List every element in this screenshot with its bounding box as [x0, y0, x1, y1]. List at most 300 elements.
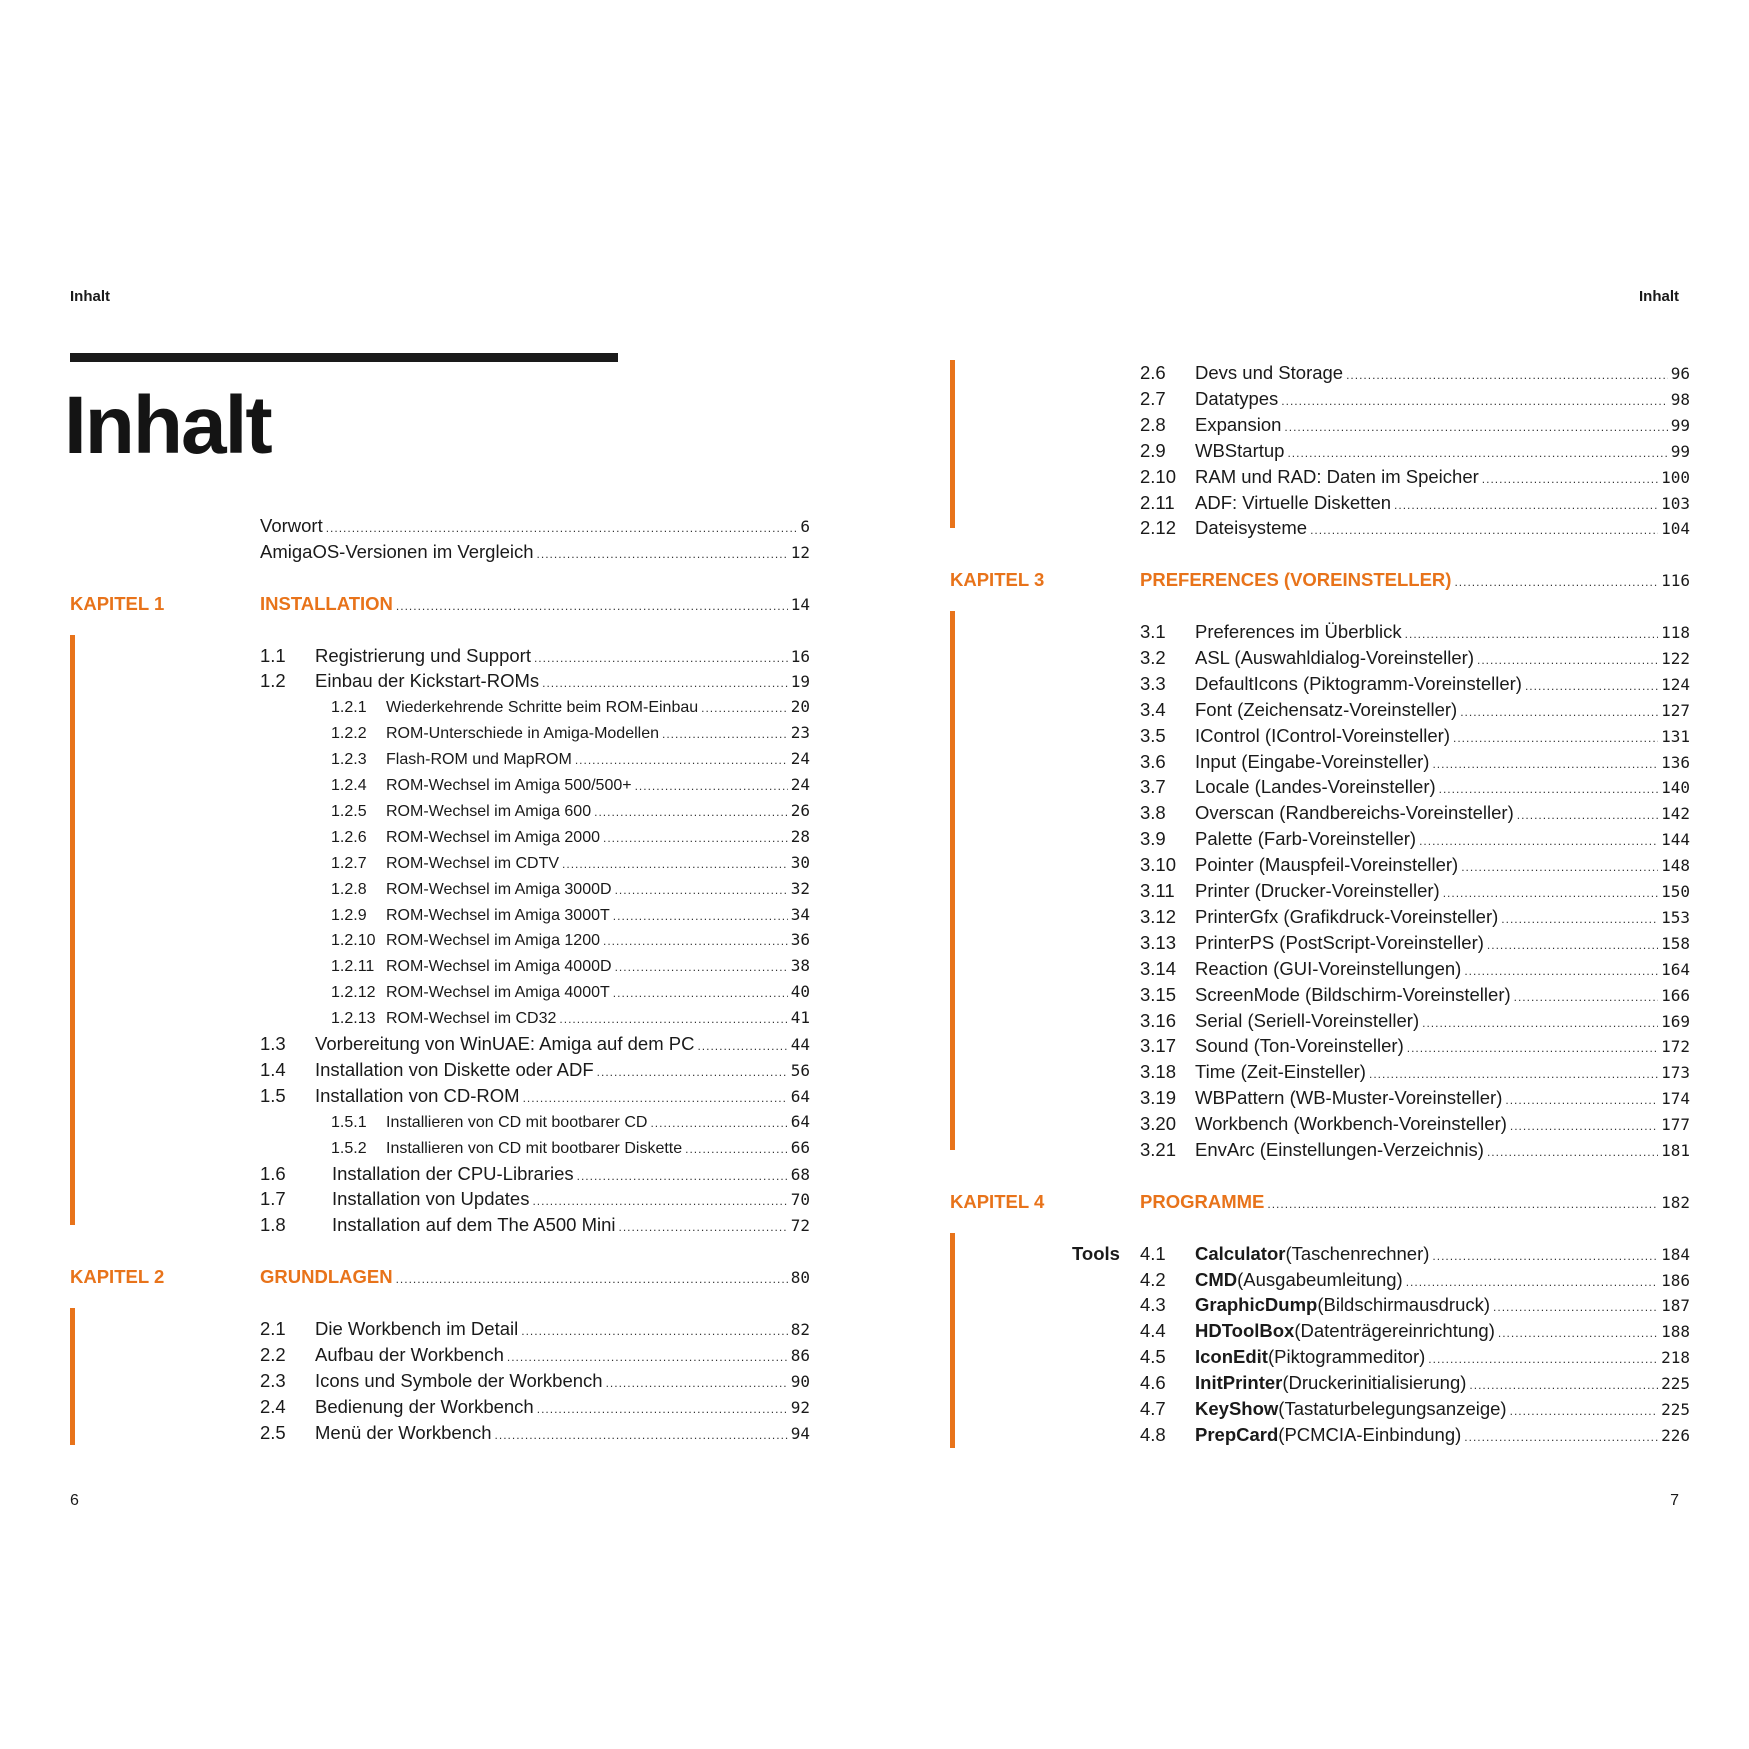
toc-entry-page: 26 — [790, 800, 810, 820]
toc-entry-page: 225 — [1661, 1400, 1690, 1419]
toc-dot-leader — [1310, 517, 1658, 543]
toc-entry-title: Locale (Landes-Voreinsteller) — [1195, 776, 1436, 798]
toc-entry[interactable] — [1140, 1111, 1690, 1137]
toc-dot-leader — [615, 954, 788, 980]
toc-entry-page: 34 — [790, 904, 810, 924]
toc-dot-leader — [1346, 362, 1668, 388]
toc-entry-title: EnvArc (Einstellungen-Verzeichnis) — [1195, 1139, 1484, 1160]
toc-entry-page: 70 — [790, 1190, 810, 1210]
toc-dot-leader — [613, 980, 788, 1006]
toc-entry-page: 144 — [1661, 830, 1690, 850]
toc-entry[interactable] — [1140, 697, 1690, 723]
toc-entry-number: 3.12 — [1140, 905, 1177, 927]
toc-entry-number: 2.5 — [260, 1421, 286, 1443]
toc-entry[interactable] — [331, 1135, 810, 1161]
toc-entry-page: 131 — [1661, 726, 1690, 746]
toc-entry-number: 4.6 — [1140, 1372, 1166, 1394]
toc-dot-leader — [326, 515, 798, 541]
toc-dot-leader — [542, 670, 788, 696]
toc-dot-leader — [701, 695, 788, 721]
toc-dot-leader — [1454, 569, 1658, 595]
toc-entry-page: 181 — [1661, 1141, 1690, 1160]
toc-entry[interactable] — [331, 1005, 810, 1031]
toc-entry-title: ScreenMode (Bildschirm-Voreinsteller) — [1195, 983, 1511, 1005]
toc-entry[interactable] — [331, 927, 810, 953]
toc-entry-title: Aufbau der Workbench — [315, 1343, 504, 1365]
toc-entry-number: 3.2 — [1140, 646, 1166, 668]
toc-entry[interactable] — [331, 720, 810, 746]
toc-entry-number: 1.2.12 — [331, 984, 376, 1002]
toc-entry-title: PrinterGfx (Grafikdruck-Voreinsteller) — [1195, 905, 1499, 927]
toc-entry[interactable] — [1140, 904, 1690, 930]
toc-entry-title: Installation von Updates — [332, 1188, 530, 1210]
toc-entry[interactable] — [331, 772, 810, 798]
toc-entry-number: 1.2 — [260, 670, 286, 692]
toc-entry-page: 68 — [790, 1164, 810, 1184]
toc-entry[interactable] — [1140, 826, 1690, 852]
toc-entry-page: 90 — [790, 1371, 810, 1391]
toc-dot-leader — [1284, 414, 1667, 440]
toc-entry-page: 19 — [790, 672, 810, 692]
toc-entry-page: 98 — [1670, 389, 1690, 409]
toc-entry-number: 4.3 — [1140, 1294, 1166, 1316]
toc-entry-number: 1.5.1 — [331, 1113, 367, 1131]
page-number-right: 7 — [1670, 1492, 1679, 1509]
toc-entry[interactable] — [1140, 982, 1690, 1008]
toc-entry[interactable] — [1140, 490, 1690, 516]
toc-entry-number: 3.11 — [1140, 880, 1175, 901]
toc-entry[interactable] — [260, 643, 810, 669]
toc-entry-title: Font (Zeichensatz-Voreinsteller) — [1195, 698, 1458, 720]
toc-dot-leader — [396, 1266, 788, 1292]
chapter-accent-bar — [950, 611, 955, 1150]
toc-entry-title: ROM-Wechsel im Amiga 2000 — [386, 828, 600, 846]
toc-entry-page: 82 — [790, 1319, 810, 1339]
toc-entry-number: 2.2 — [260, 1343, 286, 1365]
toc-program-name: KeyShow — [1195, 1398, 1279, 1419]
toc-entry[interactable] — [1140, 800, 1690, 826]
toc-dot-leader — [1469, 1372, 1658, 1398]
toc-entry-number: 3.13 — [1140, 931, 1177, 953]
toc-entry-page: 184 — [1661, 1244, 1690, 1264]
toc-dot-leader — [1461, 854, 1658, 880]
toc-entry-title: WBStartup — [1195, 439, 1285, 461]
toc-dot-leader — [537, 1396, 788, 1422]
toc-entry-number: 2.4 — [260, 1395, 286, 1417]
toc-entry-title: ROM-Wechsel im Amiga 4000T — [386, 984, 610, 1002]
section-side-label: Tools — [1072, 1242, 1120, 1264]
toc-entry-number: 1.3 — [260, 1033, 286, 1054]
toc-dot-leader — [1443, 880, 1658, 906]
toc-entry-title: GRUNDLAGEN — [260, 1266, 393, 1288]
toc-dot-leader — [507, 1344, 788, 1370]
toc-entry-title: Installieren von CD mit bootbarer Diskette — [386, 1139, 683, 1157]
toc-entry[interactable] — [260, 513, 810, 539]
toc-entry-title: Preferences im Überblick — [1195, 621, 1402, 642]
chapter-label: KAPITEL 3 — [950, 569, 1045, 591]
toc-entry-page: 225 — [1661, 1374, 1690, 1394]
toc-entry[interactable] — [331, 953, 810, 979]
toc-chapter-entry[interactable] — [1140, 1189, 1690, 1215]
toc-entry-number: 2.11 — [1140, 491, 1175, 513]
toc-entry-number: 4.1 — [1140, 1242, 1166, 1264]
toc-entry-title: Vorwort — [260, 515, 323, 536]
toc-entry-number: 1.2.8 — [331, 880, 367, 898]
toc-entry-page: 44 — [790, 1035, 810, 1054]
chapter-label: KAPITEL 4 — [950, 1190, 1045, 1212]
toc-dot-leader — [1267, 1191, 1658, 1217]
toc-entry[interactable] — [260, 1031, 810, 1057]
toc-entry-title: Reaction (GUI-Voreinstellungen) — [1195, 957, 1462, 979]
toc-entry[interactable] — [1140, 1422, 1690, 1448]
toc-entry-title: Einbau der Kickstart-ROMs — [315, 670, 540, 692]
toc-entry[interactable] — [1140, 386, 1690, 412]
toc-dot-leader — [1422, 1010, 1658, 1036]
toc-entry-number: 3.4 — [1140, 698, 1166, 720]
toc-entry[interactable] — [1140, 878, 1690, 904]
toc-entry[interactable] — [1140, 619, 1690, 645]
toc-entry-title: Serial (Seriell-Voreinsteller) — [1195, 1009, 1420, 1031]
toc-program-name: CMD — [1195, 1268, 1238, 1290]
toc-entry[interactable] — [260, 1212, 810, 1238]
toc-entry-number: 1.2.11 — [331, 958, 375, 976]
toc-entry[interactable] — [331, 746, 810, 772]
toc-entry-title: Expansion — [1195, 413, 1282, 435]
toc-entry-page: 218 — [1661, 1348, 1690, 1368]
toc-entry[interactable] — [1140, 464, 1690, 490]
toc-entry-title: Sound (Ton-Voreinsteller) — [1195, 1035, 1404, 1057]
toc-entry[interactable] — [1140, 1059, 1690, 1085]
toc-entry-title: ROM-Wechsel im Amiga 3000D — [386, 880, 612, 898]
toc-entry[interactable] — [260, 1186, 810, 1212]
toc-entry-page: 173 — [1661, 1063, 1690, 1083]
toc-dot-leader — [606, 1370, 788, 1396]
toc-entry[interactable] — [1140, 1137, 1690, 1163]
toc-entry-page: 118 — [1661, 623, 1690, 642]
toc-dot-leader — [662, 721, 788, 747]
toc-entry-page: 80 — [790, 1268, 810, 1288]
toc-entry[interactable] — [331, 979, 810, 1005]
toc-chapter-entry[interactable] — [260, 1264, 810, 1290]
toc-entry[interactable] — [1140, 852, 1690, 878]
toc-entry-number: 1.2.4 — [331, 777, 367, 794]
toc-entry[interactable] — [1140, 438, 1690, 464]
toc-dot-leader — [532, 1188, 787, 1214]
toc-entry[interactable] — [331, 1109, 810, 1135]
toc-entry[interactable] — [1140, 1396, 1690, 1422]
toc-entry[interactable] — [331, 824, 810, 850]
toc-dot-leader — [1453, 725, 1658, 751]
toc-entry-title: Wiederkehrende Schritte beim ROM-Einbau — [386, 699, 699, 717]
toc-entry-number: 1.2.6 — [331, 828, 367, 846]
toc-dot-leader — [603, 825, 788, 851]
toc-entry-title: ROM-Wechsel im Amiga 4000D — [386, 958, 612, 976]
toc-entry-title: Bedienung der Workbench — [315, 1395, 534, 1417]
toc-entry[interactable] — [331, 798, 810, 824]
toc-entry-page: 72 — [790, 1216, 810, 1236]
toc-entry-number: 2.9 — [1140, 439, 1166, 461]
toc-entry-page: 36 — [790, 930, 810, 950]
toc-entry-number: 3.1 — [1140, 621, 1166, 642]
toc-entry[interactable] — [331, 902, 810, 928]
toc-entry[interactable] — [331, 850, 810, 876]
toc-entry-number: 3.5 — [1140, 724, 1166, 746]
toc-entry-number: 4.4 — [1140, 1320, 1166, 1342]
toc-entry-page: 186 — [1661, 1270, 1690, 1290]
toc-entry-page: 166 — [1661, 985, 1690, 1005]
toc-entry-title: Installation der CPU-Libraries — [332, 1162, 574, 1184]
toc-entry-page: 6 — [800, 517, 810, 536]
toc-entry-page: 28 — [790, 826, 810, 846]
toc-entry-title: ADF: Virtuelle Disketten — [1195, 491, 1392, 513]
toc-entry-number: 2.7 — [1140, 387, 1166, 409]
page-title: Inhalt — [64, 380, 271, 471]
toc-entry[interactable] — [1140, 515, 1690, 541]
toc-dot-leader — [537, 541, 788, 567]
toc-entry-title: Die Workbench im Detail — [315, 1317, 519, 1339]
toc-entry[interactable] — [1140, 671, 1690, 697]
toc-entry-title: Printer (Drucker-Voreinsteller) — [1195, 880, 1440, 901]
toc-entry-number: 2.10 — [1140, 465, 1177, 487]
toc-entry-number: 3.10 — [1140, 854, 1177, 876]
toc-entry-title: Installation auf dem The A500 Mini — [332, 1214, 616, 1236]
toc-entry-title: ASL (Auswahldialog-Voreinsteller) — [1195, 646, 1475, 668]
toc-entry[interactable] — [331, 876, 810, 902]
toc-entry-number: 3.6 — [1140, 750, 1166, 772]
toc-entry[interactable] — [260, 1394, 810, 1420]
toc-dot-leader — [575, 747, 788, 773]
chapter-label: KAPITEL 2 — [70, 1266, 165, 1288]
toc-entry-number: 3.20 — [1140, 1113, 1177, 1135]
toc-entry[interactable] — [260, 1057, 810, 1083]
toc-entry[interactable] — [260, 668, 810, 694]
toc-program-name: PrepCard — [1195, 1423, 1279, 1445]
toc-entry-page: 174 — [1661, 1089, 1690, 1109]
toc-entry-number: 4.2 — [1140, 1268, 1166, 1290]
toc-dot-leader — [615, 877, 788, 903]
toc-entry-page: 124 — [1661, 674, 1690, 694]
toc-dot-leader — [1464, 1424, 1658, 1450]
toc-entry-title: RAM und RAD: Daten im Speicher — [1195, 465, 1479, 487]
toc-entry-page: 40 — [790, 982, 810, 1002]
toc-entry-title: (Tastaturbelegungsanzeige) — [1278, 1398, 1507, 1419]
toc-entry-page: 20 — [790, 697, 810, 717]
toc-entry-number: 3.21 — [1140, 1139, 1177, 1160]
toc-dot-leader — [1525, 673, 1658, 699]
toc-entry-number: 1.2.9 — [331, 906, 367, 924]
toc-dot-leader — [562, 851, 788, 877]
toc-entry-number: 1.2.10 — [331, 932, 376, 950]
toc-entry-page: 64 — [790, 1111, 810, 1131]
toc-entry-number: 1.5 — [260, 1084, 286, 1106]
toc-entry-number: 2.1 — [260, 1317, 286, 1339]
toc-entry-page: 226 — [1661, 1425, 1690, 1445]
toc-dot-leader — [594, 799, 788, 825]
toc-entry[interactable] — [260, 1420, 810, 1446]
toc-dot-leader — [1510, 1113, 1658, 1139]
toc-entry-title: Installation von CD-ROM — [315, 1084, 520, 1106]
toc-entry[interactable] — [1140, 1267, 1690, 1293]
toc-entry[interactable] — [260, 539, 810, 565]
toc-entry-page: 14 — [790, 594, 810, 614]
toc-entry[interactable] — [1140, 645, 1690, 671]
toc-entry-number: 2.8 — [1140, 413, 1166, 435]
toc-entry-number: 4.5 — [1140, 1346, 1166, 1368]
toc-entry-page: 122 — [1661, 648, 1690, 668]
toc-entry[interactable] — [1140, 1008, 1690, 1034]
toc-entry-title: ROM-Unterschiede in Amiga-Modellen — [386, 725, 659, 743]
toc-dot-leader — [1406, 1269, 1658, 1295]
toc-chapter-entry[interactable] — [260, 591, 810, 617]
toc-dot-leader — [1514, 984, 1658, 1010]
toc-entry[interactable] — [1140, 360, 1690, 386]
toc-dot-leader — [396, 593, 788, 619]
toc-entry[interactable] — [1140, 930, 1690, 956]
toc-entry-title: DefaultIcons (Piktogramm-Voreinsteller) — [1195, 672, 1522, 694]
toc-dot-leader — [1439, 776, 1658, 802]
toc-entry-title: Vorbereitung von WinUAE: Amiga auf dem PC — [315, 1033, 695, 1054]
toc-program-name: Calculator — [1195, 1242, 1286, 1264]
toc-chapter-entry[interactable] — [1140, 567, 1690, 593]
toc-entry[interactable] — [1140, 1344, 1690, 1370]
toc-entry-number: 3.9 — [1140, 828, 1166, 850]
toc-dot-leader — [577, 1163, 788, 1189]
toc-entry-number: 1.2.13 — [331, 1010, 376, 1028]
toc-dot-leader — [1493, 1294, 1658, 1320]
toc-entry-number: 1.6 — [260, 1162, 286, 1184]
toc-dot-leader — [1281, 388, 1667, 414]
toc-entry-title: (Datenträgereinrichtung) — [1294, 1320, 1495, 1342]
toc-entry[interactable] — [1140, 1241, 1690, 1267]
toc-entry[interactable] — [1140, 1318, 1690, 1344]
toc-program-name: HDToolBox — [1195, 1320, 1295, 1342]
toc-entry-page: 32 — [790, 878, 810, 898]
toc-entry-page: 116 — [1661, 571, 1690, 591]
toc-entry-page: 94 — [790, 1423, 810, 1443]
toc-entry[interactable] — [1140, 1033, 1690, 1059]
toc-entry-page: 150 — [1661, 882, 1690, 901]
toc-entry-number: 1.2.5 — [331, 802, 367, 820]
toc-dot-leader — [1487, 932, 1658, 958]
toc-entry-title: PrinterPS (PostScript-Voreinsteller) — [1195, 931, 1484, 953]
toc-dot-leader — [1517, 802, 1658, 828]
toc-dot-leader — [1405, 621, 1658, 647]
toc-dot-leader — [1498, 1320, 1658, 1346]
toc-entry[interactable] — [1140, 749, 1690, 775]
toc-entry-page: 104 — [1661, 519, 1690, 539]
toc-dot-leader — [597, 1059, 788, 1085]
toc-entry-title: Flash-ROM und MapROM — [386, 751, 572, 769]
toc-entry-number: 3.8 — [1140, 802, 1166, 824]
toc-dot-leader — [1394, 492, 1658, 518]
toc-entry[interactable] — [1140, 1085, 1690, 1111]
toc-entry-title: ROM-Wechsel im Amiga 1200 — [386, 932, 600, 950]
toc-entry-page: 187 — [1661, 1296, 1690, 1316]
toc-dot-leader — [619, 1214, 788, 1240]
toc-entry-title: ROM-Wechsel im CD32 — [386, 1010, 557, 1028]
toc-entry[interactable] — [260, 1161, 810, 1187]
toc-entry-page: 103 — [1661, 493, 1690, 513]
toc-dot-leader — [1432, 751, 1658, 777]
toc-entry-number: 3.18 — [1140, 1061, 1177, 1083]
toc-entry-title: ROM-Wechsel im Amiga 3000T — [386, 906, 610, 924]
running-head-right: Inhalt — [1639, 288, 1679, 305]
toc-entry[interactable] — [260, 1368, 810, 1394]
toc-entry-title: ROM-Wechsel im Amiga 500/500+ — [386, 777, 632, 794]
toc-entry[interactable] — [260, 1316, 810, 1342]
toc-entry-title: IControl (IControl-Voreinsteller) — [1195, 724, 1450, 746]
toc-entry[interactable] — [1140, 956, 1690, 982]
chapter-accent-bar — [950, 1233, 955, 1448]
toc-entry-title: INSTALLATION — [260, 592, 393, 614]
toc-entry-title: Pointer (Mauspfeil-Voreinsteller) — [1195, 854, 1459, 876]
toc-entry-page: 12 — [790, 542, 810, 562]
toc-entry-page: 172 — [1661, 1037, 1690, 1057]
chapter-accent-bar — [70, 1308, 75, 1445]
toc-entry[interactable] — [260, 1342, 810, 1368]
toc-dot-leader — [1369, 1061, 1658, 1087]
toc-entry[interactable] — [1140, 412, 1690, 438]
toc-entry-number: 3.7 — [1140, 776, 1166, 798]
toc-entry-number: 1.8 — [260, 1214, 286, 1236]
toc-entry[interactable] — [260, 1083, 810, 1109]
page-number-left: 6 — [70, 1492, 79, 1509]
toc-entry-page: 66 — [790, 1137, 810, 1157]
toc-dot-leader — [1464, 958, 1658, 984]
toc-dot-leader — [1510, 1398, 1658, 1424]
toc-entry-page: 127 — [1661, 700, 1690, 720]
title-rule — [70, 353, 618, 362]
toc-dot-leader — [1505, 1087, 1658, 1113]
toc-entry[interactable] — [331, 694, 810, 720]
toc-entry-title: PROGRAMME — [1140, 1190, 1265, 1212]
toc-entry-number: 1.2.1 — [331, 699, 367, 717]
toc-entry-title: Dateisysteme — [1195, 517, 1308, 539]
toc-entry-page: 182 — [1661, 1192, 1690, 1212]
toc-entry-number: 3.19 — [1140, 1087, 1177, 1109]
toc-dot-leader — [1482, 466, 1658, 492]
toc-entry-title: Devs und Storage — [1195, 362, 1344, 383]
toc-entry[interactable] — [1140, 1292, 1690, 1318]
toc-entry-title: (Ausgabeumleitung) — [1237, 1268, 1403, 1290]
toc-entry-number: 2.3 — [260, 1369, 286, 1391]
chapter-accent-bar — [950, 360, 955, 528]
toc-entry-number: 3.16 — [1140, 1009, 1177, 1031]
toc-entry-title: ROM-Wechsel im Amiga 600 — [386, 802, 592, 820]
toc-entry-number: 4.7 — [1140, 1398, 1166, 1419]
toc-entry-page: 24 — [790, 749, 810, 769]
toc-entry[interactable] — [1140, 723, 1690, 749]
toc-entry-title: Time (Zeit-Einsteller) — [1195, 1061, 1366, 1083]
toc-entry-title: Installieren von CD mit bootbarer CD — [386, 1113, 648, 1131]
toc-entry-title: (Bildschirmausdruck) — [1317, 1294, 1491, 1316]
toc-entry-number: 3.3 — [1140, 672, 1166, 694]
toc-entry-title: (Piktogrammeditor) — [1267, 1346, 1426, 1368]
toc-entry-page: 86 — [790, 1345, 810, 1365]
toc-entry-page: 56 — [790, 1060, 810, 1080]
toc-entry[interactable] — [1140, 774, 1690, 800]
toc-entry-title: ROM-Wechsel im CDTV — [386, 854, 560, 872]
toc-entry-page: 16 — [790, 646, 810, 666]
toc-entry-title: Input (Eingabe-Voreinsteller) — [1195, 750, 1430, 772]
toc-entry[interactable] — [1140, 1370, 1690, 1396]
toc-dot-leader — [1432, 1243, 1658, 1269]
toc-entry-title: PREFERENCES (VOREINSTELLER) — [1140, 569, 1452, 591]
toc-dot-leader — [521, 1318, 788, 1344]
toc-entry-number: 1.2.3 — [331, 751, 367, 769]
toc-entry-page: 158 — [1661, 933, 1690, 953]
toc-entry-page: 92 — [790, 1397, 810, 1417]
